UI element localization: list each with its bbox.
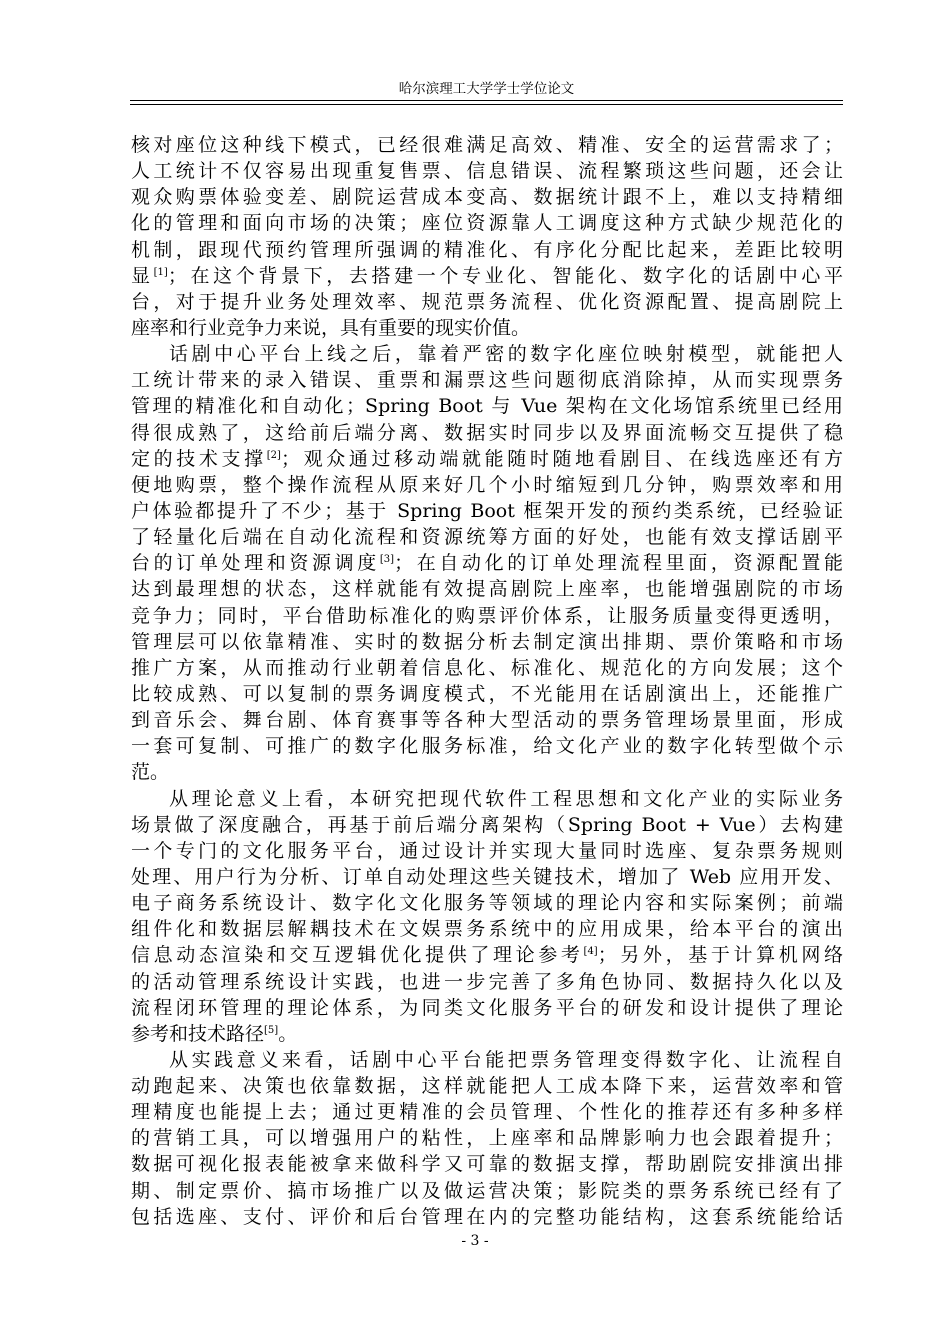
text-line: 处理、用户行为分析、订单自动处理这些关键技术，增加了 Web 应用开发、 bbox=[131, 865, 843, 888]
text-line: 核对座位这种线下模式，已经很难满足高效、精准、安全的运营需求了； bbox=[131, 134, 843, 156]
citation-ref: [4] bbox=[583, 946, 598, 958]
text-line: 比较成熟、可以复制的票务调度模式，不光能用在话剧演出上，还能推广 bbox=[131, 682, 843, 705]
text-line: 动跑起来、决策也依靠数据，这样就能把人工成本降下来，运营效率和管 bbox=[131, 1075, 843, 1098]
text-line: 台，对于提升业务处理效率、规范票务流程、优化资源配置、提高剧院上 bbox=[131, 290, 843, 313]
text-line: 流程闭环管理的理论体系，为同类文化服务平台的研发和设计提供了理论 bbox=[131, 996, 843, 1019]
text-line: 理精度也能提上去；通过更精准的会员管理、个性化的推荐还有多种多样 bbox=[131, 1101, 843, 1124]
text-line: 台的订单处理和资源调度[3]；在自动化的订单处理流程里面，资源配置能 bbox=[131, 552, 843, 575]
text-line: 从实践意义来看，话剧中心平台能把票务管理变得数字化、让流程自 bbox=[169, 1048, 843, 1071]
text-line: 工统计带来的录入错误、重票和漏票这些问题彻底消除掉，从而实现票务 bbox=[131, 369, 843, 392]
text-line: 便地购票，整个操作流程从原来好几个小时缩短到几分钟，购票效率和用 bbox=[131, 473, 843, 496]
text-line: 了轻量化后端在自动化流程和资源统筹方面的好处，也能有效支撑话剧平 bbox=[131, 526, 843, 549]
text-line: 得很成熟了，这给前后端分离、数据实时同步以及界面流畅交互提供了稳 bbox=[131, 421, 843, 444]
header-rule-thin bbox=[130, 104, 843, 105]
text-line: 到音乐会、舞台剧、体育赛事等各种大型活动的票务管理场景里面，形成 bbox=[131, 709, 843, 732]
text-line: 信息动态渲染和交互逻辑优化提供了理论参考[4]；另外，基于计算机网络 bbox=[131, 944, 843, 967]
text-line: 话剧中心平台上线之后，靠着严密的数字化座位映射模型，就能把人 bbox=[169, 343, 843, 366]
text-line: 竞争力；同时，平台借助标准化的购票评价体系，让服务质量变得更透明， bbox=[131, 604, 843, 627]
page-number: - 3 - bbox=[461, 1233, 489, 1249]
text-line: 期、制定票价、搞市场推广以及做运营决策；影院类的票务系统已经有了 bbox=[131, 1179, 843, 1202]
text-line: 管理的精准化和自动化；Spring Boot 与 Vue 架构在文化场馆系统里已经用 bbox=[131, 395, 843, 418]
text-line: 达到最理想的状态，这样就能有效提高剧院上座率，也能增强剧院的市场 bbox=[131, 578, 843, 601]
citation-ref: [5] bbox=[264, 1024, 279, 1036]
text-line: 定的技术支撑[2]；观众通过移动端就能随时随地看剧目、在线选座还有方 bbox=[131, 447, 843, 470]
text-line: 电子商务系统设计、数字化文化服务等领域的理论内容和实际案例；前端 bbox=[131, 892, 843, 915]
text-line: 显[1]；在这个背景下，去搭建一个专业化、智能化、数字化的话剧中心平 bbox=[131, 264, 843, 287]
running-header: 哈尔滨理工大学学士学位论文 bbox=[398, 81, 575, 97]
text-line: 的营销工具，可以增强用户的粘性，上座率和品牌影响力也会跟着提升； bbox=[131, 1127, 843, 1150]
text-line: 的活动管理系统设计实践，也进一步完善了多角色协同、数据持久化以及 bbox=[131, 970, 843, 993]
text-line: 一个专门的文化服务平台，通过设计并实现大量同时选座、复杂票务规则 bbox=[131, 839, 843, 862]
text-line: 推广方案，从而推动行业朝着信息化、标准化、规范化的方向发展；这个 bbox=[131, 656, 843, 679]
text-line: 户体验都提升了不少；基于 Spring Boot 框架开发的预约类系统，已经验证 bbox=[131, 499, 843, 522]
header-rule-thick bbox=[130, 100, 843, 101]
text-line: 组件化和数据层解耦技术在文娱票务系统中的应用成果，给本平台的演出 bbox=[131, 918, 843, 941]
text-line: 化的管理和面向市场的决策；座位资源靠人工调度这种方式缺少规范化的 bbox=[131, 212, 843, 235]
text-line: 场景做了深度融合，再基于前后端分离架构（Spring Boot + Vue）去构建 bbox=[131, 813, 843, 836]
text-line: 人工统计不仅容易出现重复售票、信息错误、流程繁琐这些问题，还会让 bbox=[131, 160, 843, 183]
citation-ref: [1] bbox=[153, 266, 168, 278]
text-line: 管理层可以依靠精准、实时的数据分析去制定演出排期、票价策略和市场 bbox=[131, 630, 843, 653]
citation-ref: [3] bbox=[379, 554, 395, 566]
text-line: 包括选座、支付、评价和后台管理在内的完整功能结构，这套系统能给话 bbox=[131, 1205, 843, 1228]
text-line: 从理论意义上看，本研究把现代软件工程思想和文化产业的实际业务 bbox=[169, 787, 843, 810]
body-text bbox=[131, 132, 843, 1230]
text-line: 数据可视化报表能被拿来做科学又可靠的数据支撑，帮助剧院安排演出排 bbox=[131, 1153, 843, 1176]
text-line: 观众购票体验变差、剧院运营成本变高、数据统计跟不上，难以支持精细 bbox=[131, 186, 843, 209]
text-line: 参考和技术路径[5]。 bbox=[131, 1022, 298, 1045]
citation-ref: [2] bbox=[266, 449, 281, 461]
text-line: 一套可复制、可推广的数字化服务标准，给文化产业的数字化转型做个示 bbox=[131, 735, 843, 758]
text-line: 机制，跟现代预约管理所强调的精准化、有序化分配比起来，差距比较明 bbox=[131, 238, 843, 261]
text-line: 座率和行业竞争力来说，具有重要的现实价值。 bbox=[131, 316, 531, 339]
text-line: 范。 bbox=[131, 761, 170, 784]
